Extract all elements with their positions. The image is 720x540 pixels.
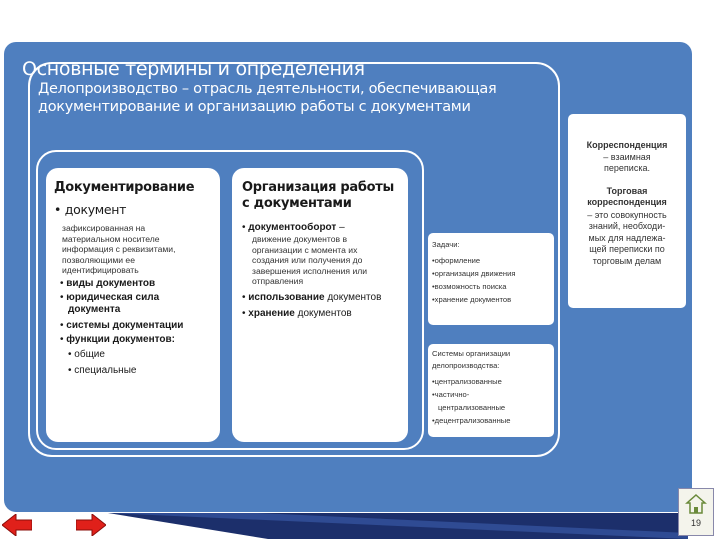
bottom-decoration <box>108 513 688 539</box>
outer-heading: Делопроизводство – отрасль деятельности, обеспечивающая документирование и организацию работы с документами <box>38 81 497 115</box>
tasks-title: Задачи: <box>432 240 460 249</box>
systems-panel <box>428 344 554 437</box>
correspondence-def: – взаимная переписка. <box>603 152 651 174</box>
sub-list-item: • специальные <box>68 365 137 376</box>
list-item: •хранение документов <box>432 295 512 304</box>
systems-title: Системы организации делопроизводства: <box>432 349 511 370</box>
home-icon <box>685 493 707 515</box>
left-arrow-icon[interactable] <box>2 514 32 536</box>
documenting-title: Документирование <box>54 180 195 195</box>
document-term: • документ <box>54 202 127 217</box>
list-item: • юридическая сила <box>60 292 160 303</box>
list-item: •оформление <box>432 256 481 265</box>
list-item: •децентрализованные <box>432 416 511 425</box>
correspondence-term: Корреспонденция <box>586 140 668 150</box>
trade-correspondence-term: Торговая корреспонденция <box>587 186 667 208</box>
trade-correspondence-def: – это совокупность знаний, необходи- мых для надлежа- щей переписки по торговым делам <box>587 210 667 266</box>
list-item: •частично- <box>432 390 470 399</box>
list-item: • системы документации <box>60 320 184 331</box>
flow-term: • документооборот – <box>242 222 345 233</box>
list-item: •централизованные <box>432 377 502 386</box>
correspondence-panel <box>568 114 686 308</box>
home-button[interactable] <box>678 488 714 536</box>
list-item: • функции документов: <box>60 334 175 345</box>
list-item-continuation: документа <box>68 304 121 315</box>
page-number: 19 <box>690 518 701 528</box>
list-item: •организация движения <box>432 269 516 278</box>
sub-list-item: • общие <box>68 349 105 360</box>
list-item-continuation: централизованные <box>438 403 506 412</box>
slide-title: Основные термины и определения <box>22 58 365 80</box>
tasks-panel <box>428 233 554 325</box>
right-arrow-icon[interactable] <box>76 514 106 536</box>
list-item: • использование документов <box>242 292 382 303</box>
list-item: • виды документов <box>60 278 156 289</box>
flow-definition: движение документов в организации с момента их создания или получения до завершения исполнения или отправления <box>252 234 368 287</box>
list-item: • хранение документов <box>242 308 352 319</box>
organization-title: Организация работы с документами <box>242 180 394 211</box>
documenting-card <box>46 168 220 442</box>
list-item: •возможность поиска <box>432 282 507 291</box>
organization-card <box>232 168 408 442</box>
document-definition: зафиксированная на материальном носителе информация с реквизитами, позволяющими ее идентифицировать <box>62 223 176 276</box>
